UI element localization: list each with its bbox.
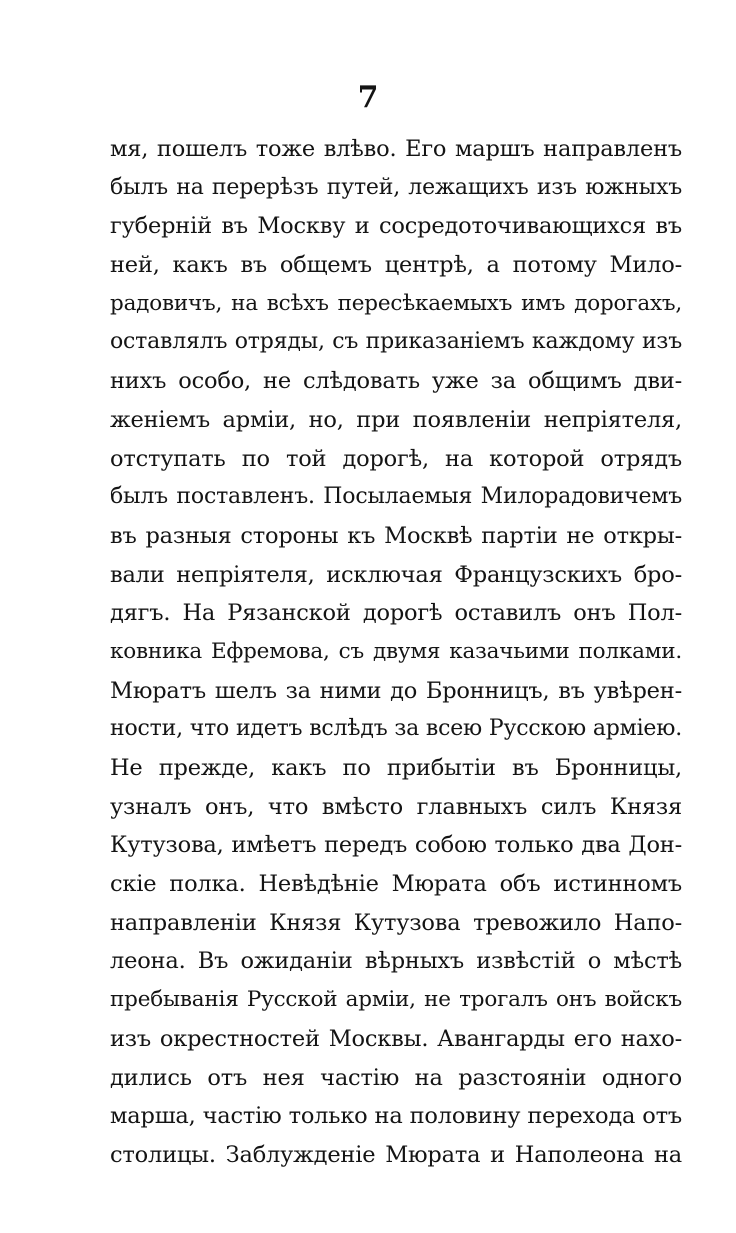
text-line: вали непріятеля, исключая Французскихъ бро- bbox=[110, 561, 682, 588]
text-line: женіемъ арміи, но, при появленіи непріятеля, bbox=[110, 406, 682, 433]
text-line: ней, какъ въ общемъ центрѣ, а потому Мило- bbox=[110, 252, 682, 279]
text-line: ковника Ефремова, съ двумя казачьими полками. bbox=[110, 638, 682, 664]
text-line: былъ поставленъ. Посылаемыя Милорадовичемъ bbox=[110, 484, 682, 510]
text-line: леона. Въ ожиданіи вѣрныхъ извѣстій о мѣстѣ bbox=[110, 948, 682, 975]
text-line: нихъ особо, не слѣдовать уже за общимъ дви- bbox=[110, 368, 682, 395]
text-line: былъ на перерѣзъ путей, лежащихъ изъ южныхъ bbox=[110, 174, 682, 200]
text-line: Не прежде, какъ по прибытіи въ Бронницы, bbox=[110, 755, 682, 781]
text-line: Мюратъ шелъ за ними до Бронницъ, въ увѣрен- bbox=[110, 677, 682, 704]
text-line: направленіи Князя Кутузова тревожило Напо- bbox=[110, 909, 682, 936]
text-line: пребыванія Русской арміи, не трогалъ онъ войскъ bbox=[110, 987, 682, 1013]
body-text bbox=[110, 130, 682, 1175]
text-line: скіе полка. Невѣдѣніе Мюрата объ истинномъ bbox=[110, 871, 682, 898]
text-line: ности, что идетъ вслѣдъ за всею Русскою арміею. bbox=[110, 716, 682, 742]
text-line: марша, частію только на половину перехода отъ bbox=[110, 1103, 682, 1130]
text-line: оставлялъ отряды, съ приказаніемъ каждому изъ bbox=[110, 329, 682, 355]
text-line: мя, пошелъ тоже влѣво. Его маршъ направленъ bbox=[110, 136, 682, 162]
page-number: 7 bbox=[357, 80, 379, 115]
text-line: дягъ. На Рязанской дорогѣ оставилъ онъ Пол- bbox=[110, 600, 682, 627]
text-line: изъ окрестностей Москвы. Авангарды его нахо- bbox=[110, 1025, 682, 1052]
text-line: радовичъ, на всѣхъ пересѣкаемыхъ имъ дорогахъ, bbox=[110, 290, 682, 316]
text-line: Кутузова, имѣетъ передъ собою только два Дон- bbox=[110, 832, 682, 859]
text-line: дились отъ нея частію на разстояніи одного bbox=[110, 1064, 682, 1091]
text-line: въ разныя стороны къ Москвѣ партіи не откры- bbox=[110, 522, 682, 549]
text-line: столицы. Заблужденіе Мюрата и Наполеона на bbox=[110, 1141, 682, 1168]
text-line: узналъ онъ, что вмѣсто главныхъ силъ Князя bbox=[110, 793, 682, 820]
text-line: отступать по той дорогѣ, на которой отрядъ bbox=[110, 445, 682, 472]
text-line: губерній въ Москву и сосредоточивающихся въ bbox=[110, 213, 682, 240]
